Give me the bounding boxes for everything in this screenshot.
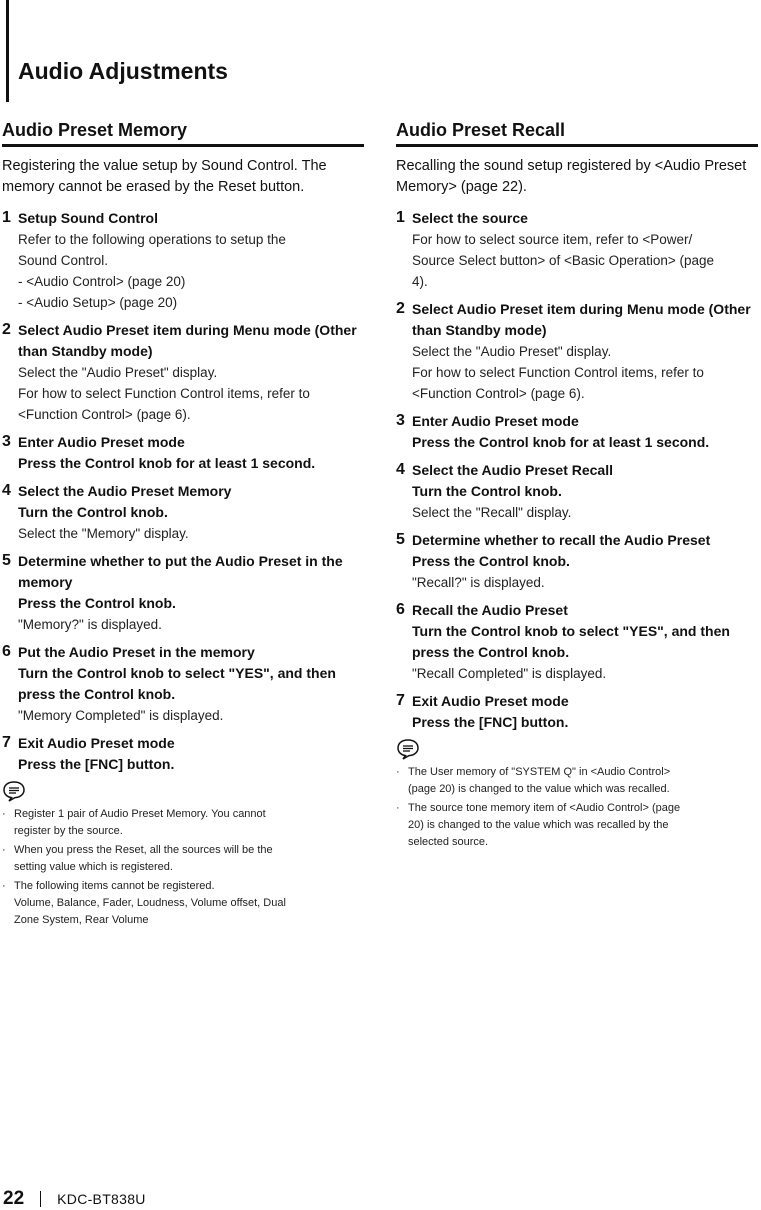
step-action: Turn the Control knob.: [412, 483, 562, 499]
step-action: Turn the Control knob.: [18, 504, 168, 520]
note-line: setting value which is registered.: [14, 861, 173, 873]
note-item: [2, 878, 364, 929]
bullet-dot: ·: [396, 766, 400, 778]
step-body-line: <Function Control> (page 6).: [18, 407, 191, 422]
note-line: The User memory of "SYSTEM Q" in <Audio Control>: [408, 766, 671, 778]
note-line: Zone System, Rear Volume: [14, 914, 149, 926]
note-line: (page 20) is changed to the value which was recalled.: [408, 783, 670, 795]
step-number: 3: [396, 412, 405, 429]
note-icon: [396, 738, 420, 760]
note-item: [2, 842, 364, 876]
step-body-line: "Recall Completed" is displayed.: [412, 666, 607, 681]
step-title: Setup Sound Control: [18, 210, 158, 226]
step-body-line: "Recall?" is displayed.: [412, 575, 545, 590]
step-title: Exit Audio Preset mode: [18, 735, 175, 751]
step-body-line: Select the "Recall" display.: [412, 505, 572, 520]
section-title: Audio Preset Memory: [2, 118, 364, 147]
step-item: [2, 432, 364, 474]
step-body-line: - <Audio Control> (page 20): [18, 274, 186, 289]
step-body-line: For how to select Function Control items, refer to: [18, 386, 310, 401]
step-number: 1: [396, 209, 405, 226]
step-body-line: 4).: [412, 274, 428, 289]
step-action: Press the Control knob.: [412, 553, 570, 569]
section-intro: Registering the value setup by Sound Control. The memory cannot be erased by the Reset button.: [2, 158, 327, 195]
step-list: [396, 208, 758, 733]
note-icon: [2, 780, 26, 802]
step-body-line: - <Audio Setup> (page 20): [18, 295, 178, 310]
step-action: Press the [FNC] button.: [18, 756, 175, 772]
step-number: 1: [2, 209, 11, 226]
note-line: When you press the Reset, all the sources will be the: [14, 844, 273, 856]
bullet-dot: ·: [2, 808, 6, 820]
step-number: 5: [2, 552, 11, 569]
step-item: [2, 208, 364, 313]
section-title: Audio Preset Recall: [396, 118, 758, 147]
step-body-line: "Memory Completed" is displayed.: [18, 708, 224, 723]
step-item: [396, 530, 758, 593]
step-item: [396, 208, 758, 292]
step-body-line: Select the "Memory" display.: [18, 526, 189, 541]
step-number: 7: [2, 734, 11, 751]
step-body-line: Select the "Audio Preset" display.: [412, 344, 612, 359]
step-body-line: For how to select Function Control items, refer to: [412, 365, 704, 380]
step-action: Press the Control knob for at least 1 second.: [412, 434, 710, 450]
step-number: 2: [396, 300, 405, 317]
step-body-line: <Function Control> (page 6).: [412, 386, 585, 401]
audio-preset-recall-section: [396, 118, 758, 853]
step-body-line: Source Select button> of <Basic Operation> (page: [412, 253, 715, 268]
step-title: Enter Audio Preset mode: [412, 413, 579, 429]
step-action: Turn the Control knob to select "YES", and then press the Control knob.: [412, 623, 730, 660]
step-number: 4: [396, 461, 405, 478]
step-item: [2, 642, 364, 726]
step-action: Turn the Control knob to select "YES", and then press the Control knob.: [18, 665, 336, 702]
note-line: 20) is changed to the value which was recalled by the: [408, 819, 669, 831]
step-body-line: For how to select source item, refer to <Power/: [412, 232, 693, 247]
bullet-dot: ·: [396, 802, 400, 814]
step-item: [396, 691, 758, 733]
page-number: 22: [3, 1188, 25, 1209]
step-item: [396, 460, 758, 523]
step-item: [396, 600, 758, 684]
audio-preset-memory-section: [2, 118, 364, 931]
page-title: Audio Adjustments: [18, 58, 228, 84]
step-item: [2, 481, 364, 544]
step-body-line: Sound Control.: [18, 253, 109, 268]
note-line: register by the source.: [14, 825, 123, 837]
step-item: [2, 320, 364, 425]
step-number: 5: [396, 531, 405, 548]
step-title: Select Audio Preset item during Menu mode (Other than Standby mode): [412, 301, 751, 338]
page-footer: [3, 1188, 146, 1210]
footer-divider: [40, 1191, 41, 1207]
section-intro: Recalling the sound setup registered by <Audio Preset Memory> (page 22).: [396, 158, 747, 195]
model-name: KDC-BT838U: [57, 1191, 146, 1207]
step-list: [2, 208, 364, 775]
step-body-line: Select the "Audio Preset" display.: [18, 365, 218, 380]
step-title: Select the source: [412, 210, 528, 226]
step-number: 3: [2, 433, 11, 450]
note-item: [2, 806, 364, 840]
step-item: [396, 299, 758, 404]
step-number: 2: [2, 321, 11, 338]
step-item: [396, 411, 758, 453]
step-item: [2, 733, 364, 775]
step-title: Recall the Audio Preset: [412, 602, 568, 618]
page-edge-rule: [6, 0, 9, 102]
step-number: 6: [2, 643, 11, 660]
bullet-dot: ·: [2, 844, 6, 856]
step-number: 7: [396, 692, 405, 709]
step-action: Press the Control knob.: [18, 595, 176, 611]
note-line: selected source.: [408, 836, 489, 848]
step-number: 6: [396, 601, 405, 618]
step-title: Exit Audio Preset mode: [412, 693, 569, 709]
step-title: Determine whether to put the Audio Preset in the memory: [18, 553, 343, 590]
note-line: Volume, Balance, Fader, Loudness, Volume offset, Dual: [14, 897, 286, 909]
step-action: Press the [FNC] button.: [412, 714, 569, 730]
step-title: Select the Audio Preset Recall: [412, 462, 613, 478]
note-line: The source tone memory item of <Audio Control> (page: [408, 802, 681, 814]
note-item: [396, 764, 758, 798]
step-body-line: "Memory?" is displayed.: [18, 617, 162, 632]
note-line: Register 1 pair of Audio Preset Memory. You cannot: [14, 808, 266, 820]
step-title: Determine whether to recall the Audio Preset: [412, 532, 711, 548]
step-title: Select the Audio Preset Memory: [18, 483, 232, 499]
note-item: [396, 800, 758, 851]
note-list: [2, 806, 364, 929]
step-action: Press the Control knob for at least 1 second.: [18, 455, 316, 471]
step-item: [2, 551, 364, 635]
step-number: 4: [2, 482, 11, 499]
step-body-line: Refer to the following operations to setup the: [18, 232, 286, 247]
step-title: Select Audio Preset item during Menu mode (Other than Standby mode): [18, 322, 357, 359]
step-title: Put the Audio Preset in the memory: [18, 644, 255, 660]
bullet-dot: ·: [2, 880, 6, 892]
note-line: The following items cannot be registered.: [14, 880, 215, 892]
note-list: [396, 764, 758, 851]
step-title: Enter Audio Preset mode: [18, 434, 185, 450]
